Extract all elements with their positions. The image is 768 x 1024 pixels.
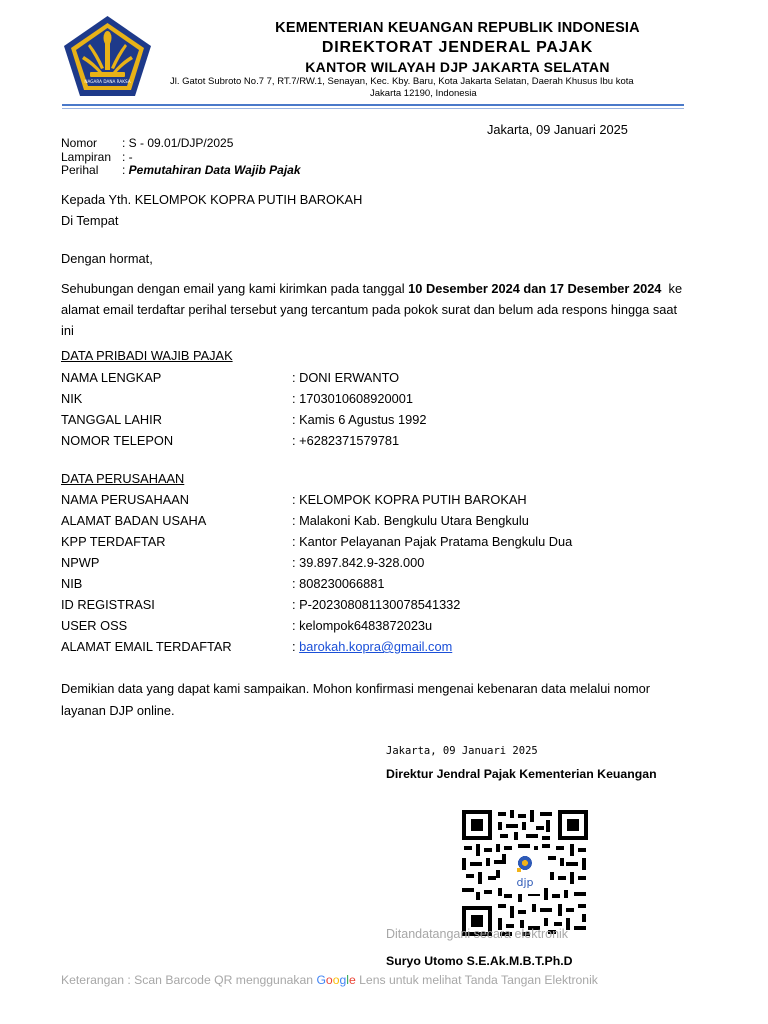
footer-note	[61, 973, 598, 987]
svg-text:NAGARA DANA RAKSA: NAGARA DANA RAKSA	[84, 79, 131, 84]
personal-label: TANGGAL LAHIR	[61, 412, 162, 427]
greeting: Dengan hormat,	[61, 251, 153, 266]
address-line-2: Jakarta 12190, Indonesia	[370, 88, 477, 99]
personal-heading: DATA PRIBADI WAJIB PAJAK	[61, 348, 233, 363]
personal-value: : 1703010608920001	[292, 391, 413, 406]
company-heading: DATA PERUSAHAAN	[61, 471, 185, 486]
body-text-1: Sehubungan dengan email yang kami kirimkan pada tanggal	[61, 281, 409, 296]
nomor-value: : S - 09.01/DJP/2025	[122, 136, 234, 150]
office-title: KANTOR WILAYAH DJP JAKARTA SELATAN	[305, 59, 610, 75]
email-row	[292, 639, 452, 654]
personal-value: : DONI ERWANTO	[292, 370, 400, 385]
personal-label: NIK	[61, 391, 83, 406]
google-letter: g	[339, 973, 347, 987]
google-wordmark	[316, 973, 355, 987]
signed-electronically-note: Ditandatangani secara elektronik	[386, 927, 569, 941]
google-letter: e	[348, 973, 356, 987]
recipient: Kepada Yth. KELOMPOK KOPRA PUTIH BAROKAH	[61, 192, 363, 207]
body-line-3: ini	[61, 323, 74, 338]
header-rule	[62, 104, 684, 106]
address-line-1: Jl. Gatot Subroto No.7 7, RT.7/RW.1, Senayan, Kec. Kby. Baru, Kota Jakarta Selatan, Daerah Khusus Ibu kota	[170, 76, 634, 87]
office-address	[170, 76, 685, 100]
ministry-title: KEMENTERIAN KEUANGAN REPUBLIK INDONESIA	[275, 20, 640, 36]
google-letter: o	[332, 973, 340, 987]
email-link[interactable]: barokah.kopra@gmail.com	[299, 639, 453, 654]
signature-title: Direktur Jendral Pajak Kementerian Keuangan	[386, 767, 657, 781]
closing-line-1: Demikian data yang dapat kami sampaikan. Mohon konfirmasi mengenai kebenaran data melalui nomor	[61, 681, 650, 696]
body-line-2: alamat email terdaftar perihal tersebut yang tercantum pada pokok surat dan belum ada respons hingga saat	[61, 302, 678, 317]
svg-text:djp: djp	[516, 876, 534, 889]
company-label: NAMA PERUSAHAAN	[61, 492, 189, 507]
company-label: NPWP	[61, 555, 100, 570]
recipient-place: Di Tempat	[61, 213, 119, 228]
company-label: KPP TERDAFTAR	[61, 534, 166, 549]
body-line-1	[61, 281, 701, 296]
company-value: : KELOMPOK KOPRA PUTIH BAROKAH	[292, 492, 527, 507]
company-value: : Kantor Pelayanan Pajak Pratama Bengkulu Dua	[292, 534, 573, 549]
company-value: : 808230066881	[292, 576, 385, 591]
google-letter: l	[346, 973, 349, 987]
letter-date: Jakarta, 09 Januari 2025	[487, 122, 628, 137]
personal-label: NAMA LENGKAP	[61, 370, 162, 385]
ministry-logo	[60, 14, 155, 98]
company-value: : kelompok6483872023u	[292, 618, 433, 633]
company-value: : P-202308081130078541332	[292, 597, 461, 612]
signature-date: Jakarta, 09 Januari 2025	[386, 745, 538, 757]
personal-label: NOMOR TELEPON	[61, 433, 174, 448]
company-label: USER OSS	[61, 618, 128, 633]
closing-line-2: layanan DJP online.	[61, 703, 175, 718]
personal-value: : Kamis 6 Agustus 1992	[292, 412, 427, 427]
company-label: NIB	[61, 576, 83, 591]
company-value: : 39.897.842.9-328.000	[292, 555, 425, 570]
google-letter: G	[316, 973, 326, 987]
perihal-label: Perihal	[61, 163, 99, 177]
footer-text-2: Lens untuk melihat Tanda Tangan Elektronik	[355, 973, 598, 987]
email-label: ALAMAT EMAIL TERDAFTAR	[61, 639, 232, 654]
header-rule-thin	[62, 108, 684, 109]
perihal-text: Pemutahiran Data Wajib Pajak	[128, 163, 301, 177]
nomor-label: Nomor	[61, 136, 98, 150]
directorate-title: DIREKTORAT JENDERAL PAJAK	[321, 39, 594, 56]
perihal-colon: :	[122, 163, 129, 177]
body-dates: 10 Desember 2024 dan 17 Desember 2024	[408, 281, 662, 296]
lampiran-value: : -	[122, 150, 133, 164]
footer-text-1: Keterangan : Scan Barcode QR menggunakan	[61, 973, 317, 987]
company-value: : Malakoni Kab. Bengkulu Utara Bengkulu	[292, 513, 529, 528]
company-label: ALAMAT BADAN USAHA	[61, 513, 207, 528]
qr-code	[462, 810, 588, 936]
company-label: ID REGISTRASI	[61, 597, 155, 612]
lampiran-label: Lampiran	[61, 150, 112, 164]
email-colon: :	[292, 639, 300, 654]
personal-value: : +6282371579781	[292, 433, 400, 448]
signatory-name: Suryo Utomo S.E.Ak.M.B.T.Ph.D	[386, 954, 573, 968]
perihal-value	[122, 163, 301, 177]
body-text-2: ke	[661, 281, 683, 296]
google-letter: o	[325, 973, 333, 987]
